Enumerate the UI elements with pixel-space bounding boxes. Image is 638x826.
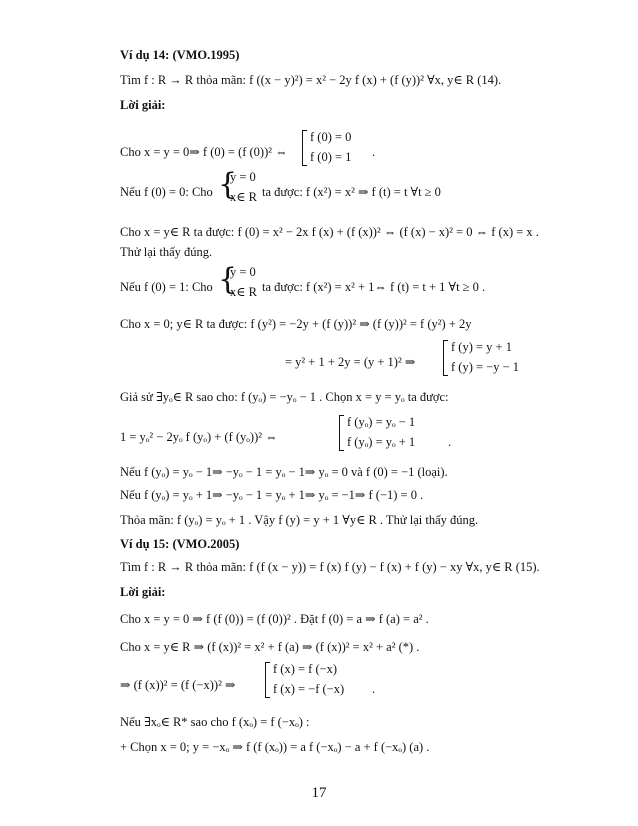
example-14-heading: Ví dụ 14: (VMO.1995)	[120, 48, 240, 62]
choose-line: + Chọn x = 0; y = −xₒ ⇒ f (f (xₒ)) = a f (−xₒ) − a + f (−xₒ) (a) .	[120, 740, 430, 754]
assume-line: Giả sử ∃yₒ∈ R sao cho: f (yₒ) = −yₒ − 1 . Chọn x = y = yₒ ta được:	[120, 390, 449, 404]
system-eq-2: x∈ R	[230, 190, 257, 204]
example-15-heading: Ví dụ 15: (VMO.2005)	[120, 537, 240, 551]
case-option-1: f (y) = y + 1	[451, 340, 512, 354]
expansion-line: = y² + 1 + 2y = (y + 1)² ⇒	[285, 355, 416, 369]
if-f0-one-line: Nếu f (0) = 1: Cho	[120, 280, 213, 294]
case-option-1: f (0) = 0	[310, 130, 352, 144]
if-f0-one-result: ta được: f (x²) = x² + 1⇔ f (t) = t + 1 ∀t ≥ 0 .	[262, 280, 486, 294]
case-bracket	[339, 415, 344, 451]
case-bracket	[302, 130, 307, 166]
case-a-line: Nếu f (yₒ) = yₒ − 1⇒ −yₒ − 1 = yₒ − 1⇒ yₒ = 0 và f (0) = −1 (loại).	[120, 465, 448, 479]
system-brace: {	[218, 167, 238, 202]
if-f0-zero-line: Nếu f (0) = 0: Cho	[120, 185, 213, 199]
substitution-line: Cho x = y∈ R ta được: f (0) = x² − 2x f (x) + (f (x))² ⇔ (f (x) − x)² = 0 ⇔ f (x) = x .	[120, 225, 539, 239]
conclusion-line: Thỏa mãn: f (yₒ) = yₒ + 1 . Vậy f (y) = y + 1 ∀y∈ R . Thử lại thấy đúng.	[120, 513, 479, 527]
system-brace: {	[218, 262, 238, 297]
case-option-1: f (x) = f (−x)	[273, 662, 338, 676]
punct: .	[372, 145, 376, 159]
x-zero-line: Cho x = 0; y∈ R ta được: f (y²) = −2y + (f (y))² ⇒ (f (y))² = f (y²) + 2y	[120, 317, 472, 331]
system-eq-1: y = 0	[230, 265, 256, 279]
solution-heading-14: Lời giải:	[120, 98, 166, 112]
case-option-2: f (yₒ) = yₒ + 1	[347, 435, 416, 449]
punct: .	[448, 435, 452, 449]
star-equation-line: Cho x = y∈ R ⇒ (f (x))² = x² + f (a) ⇒ (f (x))² = x² + a² (*) .	[120, 640, 420, 654]
exists-x0-line: Nếu ∃xₒ∈ R* sao cho f (xₒ) = f (−xₒ) :	[120, 715, 310, 729]
system-eq-1: y = 0	[230, 170, 256, 184]
case-zero-line: Cho x = y = 0⇒ f (0) = (f (0))² ⇔	[120, 145, 288, 159]
symmetry-line: ⇒ (f (x))² = (f (−x))² ⇒	[120, 678, 236, 692]
y0-equation-line: 1 = yₒ² − 2yₒ f (yₒ) + (f (yₒ))² ⇔	[120, 430, 278, 444]
example-14-statement: Tìm f : R → R thỏa mãn: f ((x − y)²) = x² − 2y f (x) + (f (y))² ∀x, y∈ R (14).	[120, 73, 502, 87]
case-bracket	[443, 340, 448, 376]
case-option-1: f (yₒ) = yₒ − 1	[347, 415, 416, 429]
case-option-2: f (x) = −f (−x)	[273, 682, 345, 696]
example-15-statement: Tìm f : R → R thỏa mãn: f (f (x − y)) = f (x) f (y) − f (x) + f (y) − xy ∀x, y∈ R (15).	[120, 560, 540, 574]
punct: .	[372, 682, 376, 696]
case-b-line: Nếu f (yₒ) = yₒ + 1⇒ −yₒ − 1 = yₒ + 1⇒ yₒ = −1⇒ f (−1) = 0 .	[120, 488, 424, 502]
check-line: Thử lại thấy đúng.	[120, 245, 213, 259]
solution-heading-15: Lời giải:	[120, 585, 166, 599]
case-bracket	[265, 662, 270, 698]
if-f0-zero-result: ta được: f (x²) = x² ⇒ f (t) = t ∀t ≥ 0	[262, 185, 441, 199]
page-number: 17	[311, 785, 327, 801]
set-a-line: Cho x = y = 0 ⇒ f (f (0)) = (f (0))² . Đặt f (0) = a ⇒ f (a) = a² .	[120, 612, 429, 626]
case-option-2: f (y) = −y − 1	[451, 360, 520, 374]
system-eq-2: x∈ R	[230, 285, 257, 299]
case-option-2: f (0) = 1	[310, 150, 352, 164]
